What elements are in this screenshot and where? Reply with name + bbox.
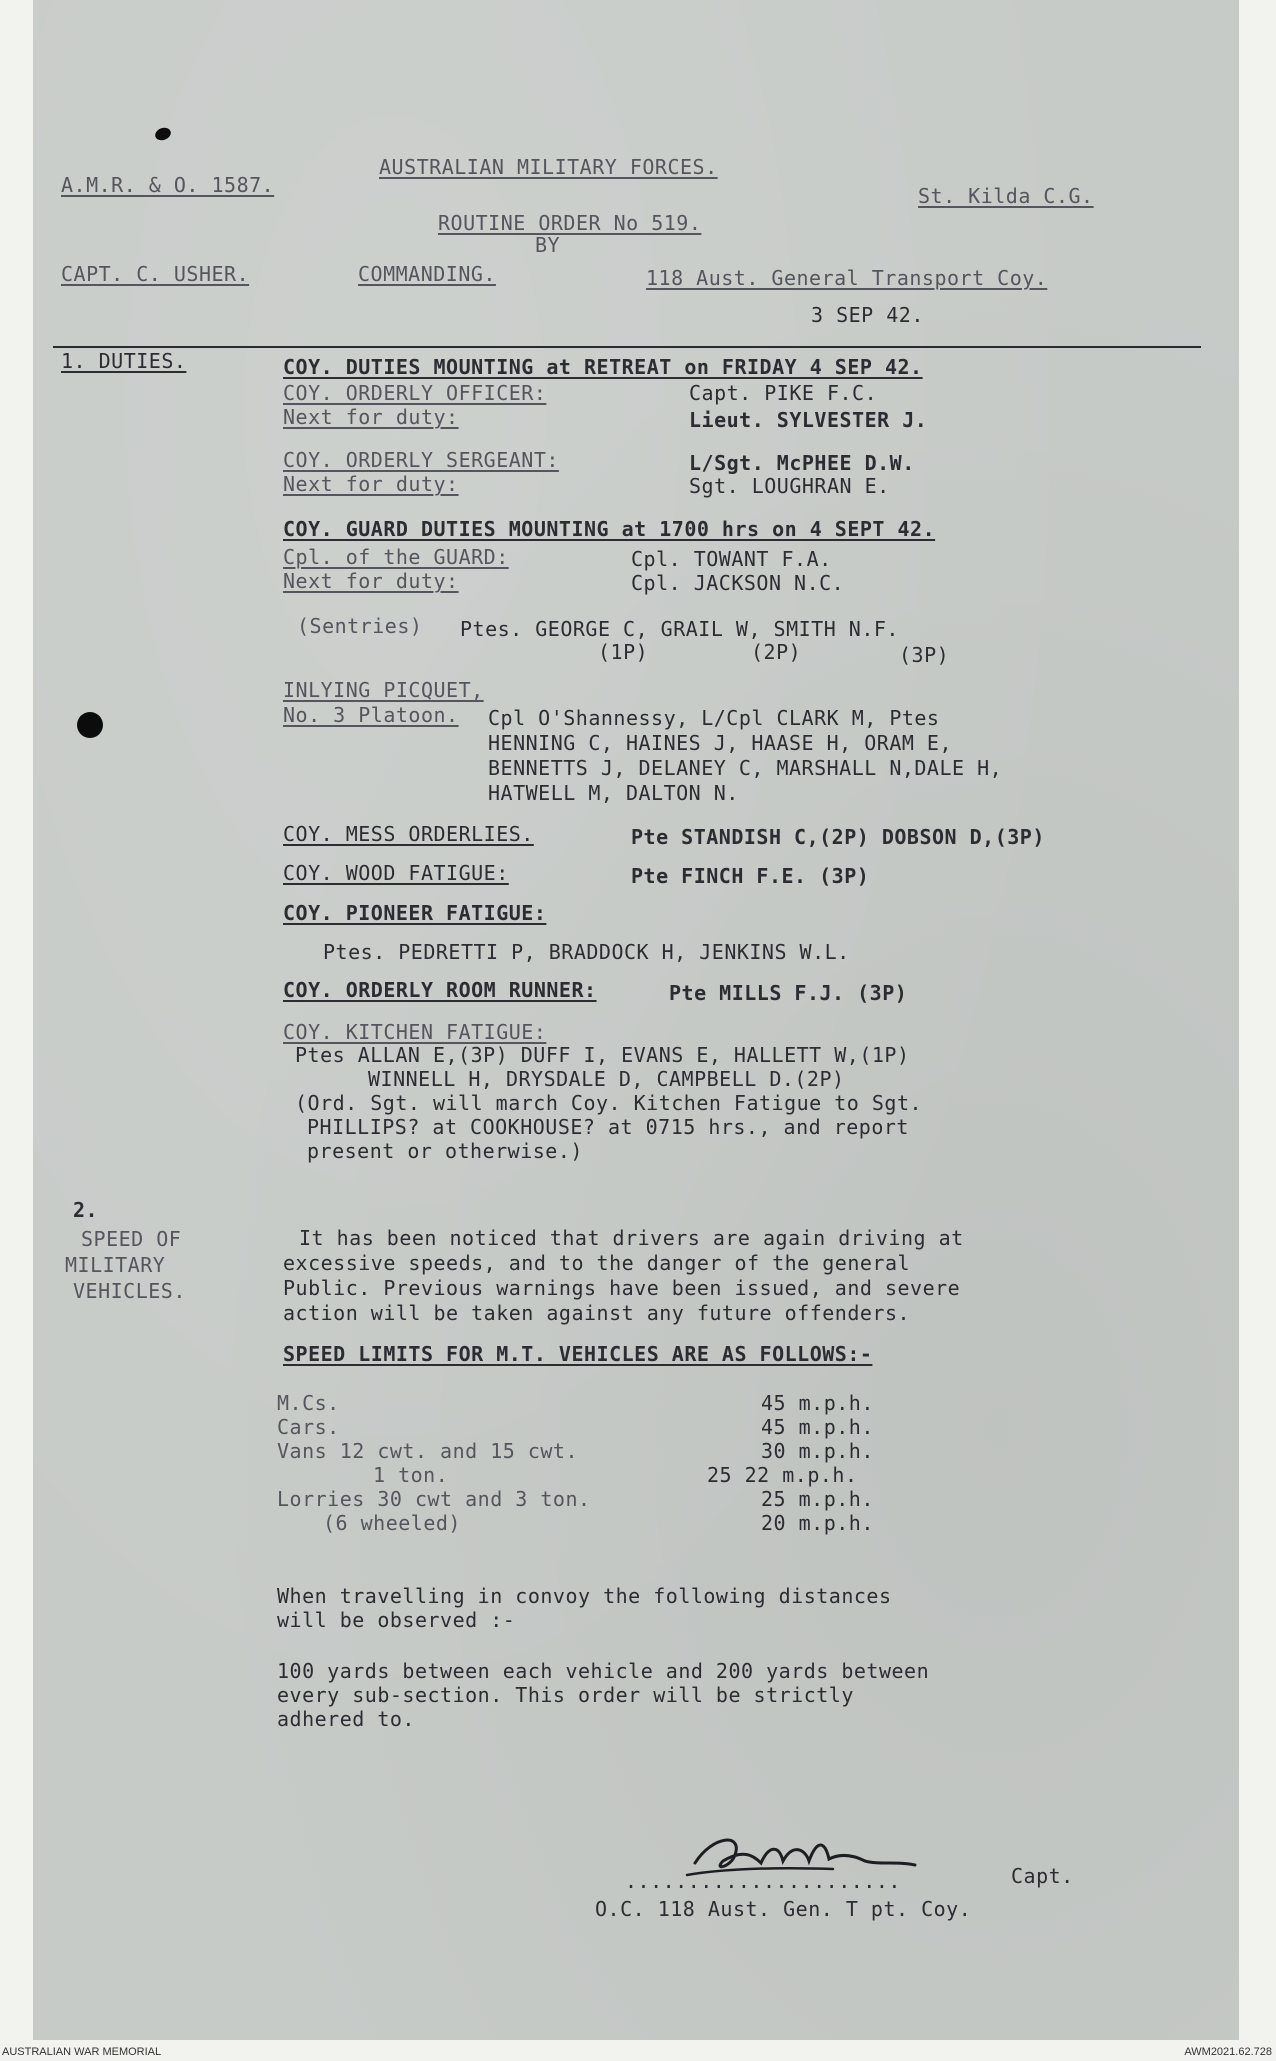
speed-limits-heading: SPEED LIMITS FOR M.T. VEHICLES ARE AS FOLLOWS:- [283,1342,873,1366]
kitchen-fatigue-label: COY. KITCHEN FATIGUE: [283,1020,547,1044]
unit-name: 118 Aust. General Transport Coy. [646,266,1048,290]
next-for-duty-label: Next for duty: [283,569,459,593]
convoy-line-1: When travelling in convoy the following distances [277,1584,892,1608]
orderly-officer: Capt. PIKE F.C. [689,381,878,405]
limit-vehicle: M.Cs. [277,1391,340,1415]
cpl-of-guard: Cpl. TOWANT F.A. [631,547,832,571]
platoon-label: No. 3 Platoon. [283,703,459,727]
order-date: 3 SEP 42. [811,303,924,327]
next-for-duty-sergeant: Sgt. LOUGHRAN E. [689,474,890,498]
order-number: ROUTINE ORDER No 519. [438,211,702,235]
picquet-line-1: Cpl O'Shannessy, L/Cpl CLARK M, Ptes [488,706,940,730]
speed-paragraph-line-4: action will be taken against any future offenders. [283,1301,911,1325]
picquet-line-2: HENNING C, HAINES J, HAASE H, ORAM E, [488,731,953,755]
wood-fatigue: Pte FINCH F.E. (3P) [631,864,870,888]
limit-speed: 25 m.p.h. [761,1487,874,1511]
next-for-duty-label: Next for duty: [283,405,459,429]
footer-credit: AUSTRALIAN WAR MEMORIAL [2,2046,162,2058]
distance-line-1: 100 yards between each vehicle and 200 yards between [277,1659,930,1683]
sentry-2p: (2P) [751,640,802,664]
document-sheet [33,0,1239,2040]
orderly-sergeant: L/Sgt. McPHEE D.W. [689,451,915,475]
limit-vehicle: (6 wheeled) [323,1511,461,1535]
speed-paragraph-line-3: Public. Previous warnings have been issued, and severe [283,1276,961,1300]
kitchen-fatigue-line-1: Ptes ALLAN E,(3P) DUFF I, EVANS E, HALLETT W,(1P) [295,1043,910,1067]
guard-duties-mounting: COY. GUARD DUTIES MOUNTING at 1700 hrs on 4 SEPT 42. [283,517,936,541]
kitchen-note-line-3: present or otherwise.) [307,1139,583,1163]
signature-rank: Capt. [1011,1864,1074,1888]
pioneer-fatigue: Ptes. PEDRETTI P, BRADDOCK H, JENKINS W.L. [323,940,850,964]
section-2-heading-2: MILITARY [65,1253,166,1277]
duties-mounting: COY. DUTIES MOUNTING at RETREAT on FRIDAY 4 SEP 42. [283,355,923,379]
mess-orderlies: Pte STANDISH C,(2P) DOBSON D,(3P) [631,825,1045,849]
limit-vehicle: Cars. [277,1415,340,1439]
next-for-duty-officer: Lieut. SYLVESTER J. [689,408,928,432]
section-2-number: 2. [73,1198,99,1222]
kitchen-fatigue-line-2: WINNELL H, DRYSDALE D, CAMPBELL D.(2P) [368,1067,845,1091]
section-1-number: 1. DUTIES. [61,349,187,373]
limit-speed: 25 22 m.p.h. [707,1463,858,1487]
orderly-sergeant-label: COY. ORDERLY SERGEANT: [283,448,559,472]
ink-speck [153,126,172,143]
form-reference: A.M.R. & O. 1587. [61,173,275,197]
officer-name: CAPT. C. USHER. [61,262,250,286]
header-rule [53,346,1201,348]
section-2-heading-1: SPEED OF [81,1227,182,1251]
orderly-room-runner: Pte MILLS F.J. (3P) [669,981,908,1005]
section-2-heading-3: VEHICLES. [73,1279,186,1303]
punch-hole [77,712,103,738]
limit-speed: 30 m.p.h. [761,1439,874,1463]
distance-line-2: every sub-section. This order will be strictly [277,1683,854,1707]
mess-orderlies-label: COY. MESS ORDERLIES. [283,822,534,846]
next-for-duty-label: Next for duty: [283,472,459,496]
next-for-duty-corporal: Cpl. JACKSON N.C. [631,571,845,595]
limit-vehicle: 1 ton. [373,1463,449,1487]
footer-accession-number: AWM2021.62.728 [1184,2046,1272,2058]
inlying-picquet: INLYING PICQUET, [283,678,484,702]
limit-speed: 20 m.p.h. [761,1511,874,1535]
convoy-line-2: will be observed :- [277,1608,516,1632]
sentries-label: (Sentries) [297,614,423,638]
limit-vehicle: Vans 12 cwt. and 15 cwt. [277,1439,578,1463]
sentry-3p: (3P) [899,643,950,667]
picquet-line-3: BENNETTS J, DELANEY C, MARSHALL N,DALE H, [488,756,1003,780]
signature-dots: ...................... [625,1869,901,1893]
sentries: Ptes. GEORGE C, GRAIL W, SMITH N.F. [460,617,899,641]
location: St. Kilda C.G. [918,184,1094,208]
sentry-1p: (1P) [598,640,649,664]
limit-speed: 45 m.p.h. [761,1415,874,1439]
cpl-of-guard-label: Cpl. of the GUARD: [283,545,509,569]
limit-vehicle: Lorries 30 cwt and 3 ton. [277,1487,591,1511]
commanding-label: COMMANDING. [358,262,496,286]
document-title: AUSTRALIAN MILITARY FORCES. [379,155,718,179]
pioneer-fatigue-label: COY. PIONEER FATIGUE: [283,901,547,925]
distance-line-3: adhered to. [277,1707,415,1731]
signature-title: O.C. 118 Aust. Gen. T pt. Coy. [595,1897,972,1921]
speed-paragraph-line-2: excessive speeds, and to the danger of the general [283,1251,911,1275]
orderly-officer-label: COY. ORDERLY OFFICER: [283,381,547,405]
kitchen-note-line-2: PHILLIPS? at COOKHOUSE? at 0715 hrs., and report [307,1115,909,1139]
wood-fatigue-label: COY. WOOD FATIGUE: [283,861,509,885]
picquet-line-4: HATWELL M, DALTON N. [488,781,739,805]
orderly-room-runner-label: COY. ORDERLY ROOM RUNNER: [283,978,597,1002]
kitchen-note-line-1: (Ord. Sgt. will march Coy. Kitchen Fatigue to Sgt. [295,1091,923,1115]
order-by: BY [535,233,561,257]
speed-paragraph-line-1: It has been noticed that drivers are again driving at [299,1226,964,1250]
limit-speed: 45 m.p.h. [761,1391,874,1415]
